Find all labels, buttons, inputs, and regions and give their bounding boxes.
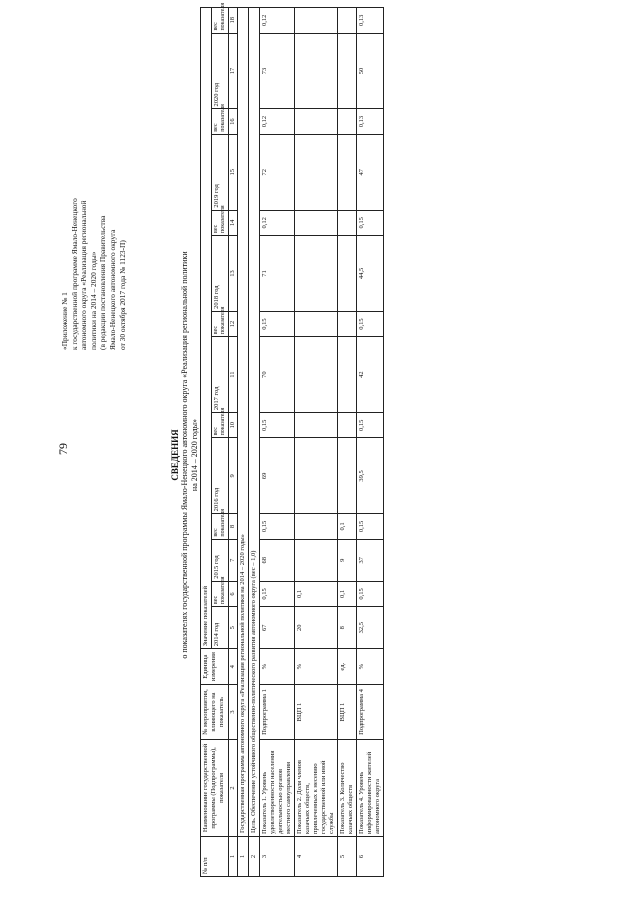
- weight-cell: 0,12: [260, 109, 295, 134]
- value-cell: 72: [260, 134, 295, 210]
- table-row: [338, 8, 357, 877]
- value-cell: [295, 337, 338, 413]
- value-cell: [295, 134, 338, 210]
- row-number: 2: [249, 836, 260, 876]
- column-index: 10: [229, 413, 238, 438]
- col-unit-header: Единица измерения: [201, 649, 229, 685]
- value-cell: 39,5: [357, 438, 384, 514]
- annex-line: автономного округа «Реализация региональной: [79, 200, 89, 350]
- column-index: 14: [229, 210, 238, 235]
- column-index: 15: [229, 134, 238, 210]
- weight-cell: [338, 210, 357, 235]
- annex-line: к государственной программе Ямало-Ненецкого: [69, 198, 79, 350]
- year-header: 2014 год: [212, 607, 229, 649]
- column-index: 3: [229, 685, 238, 740]
- value-cell: 37: [357, 539, 384, 581]
- heading-line: о показателях государственной программы Ямало-Ненецкого автономного округа «Реализация региональной политики: [180, 251, 189, 659]
- value-cell: 20: [295, 607, 338, 649]
- annex-line: «Приложение № 1: [60, 292, 69, 350]
- section-row: [249, 8, 260, 877]
- row-number: 1: [238, 836, 249, 876]
- table-row: [357, 8, 384, 877]
- weight-cell: 0,1: [295, 581, 338, 606]
- value-cell: 67: [260, 607, 295, 649]
- weight-header: вес показателя: [212, 109, 229, 134]
- section-title: Цель. Обеспечение устойчивого общественно-политического развития автономного округа (вес – 1,0): [249, 8, 260, 837]
- column-index: 12: [229, 311, 238, 336]
- weight-header: вес показателя: [212, 210, 229, 235]
- annex-note: [60, 150, 127, 350]
- measure-cell: Подпрограмма 4: [357, 685, 384, 740]
- year-header: 2018 год: [212, 235, 229, 311]
- weight-cell: 0,1: [338, 581, 357, 606]
- weight-cell: 0,15: [260, 514, 295, 539]
- section-row: [238, 8, 249, 877]
- unit-cell: %: [357, 649, 384, 685]
- year-header: 2016 год: [212, 438, 229, 514]
- weight-header: вес показателя: [212, 514, 229, 539]
- value-cell: 32,5: [357, 607, 384, 649]
- column-index-row: [229, 8, 238, 877]
- value-cell: 9: [338, 539, 357, 581]
- col-measure-header: № мероприятия, влияющего на показатель: [201, 685, 229, 740]
- unit-cell: ед.: [338, 649, 357, 685]
- row-number: 4: [295, 836, 338, 876]
- year-header: 2017 год: [212, 337, 229, 413]
- weight-cell: 0,15: [357, 413, 384, 438]
- row-number: 5: [338, 836, 357, 876]
- weight-cell: 0,13: [357, 109, 384, 134]
- column-index: 9: [229, 438, 238, 514]
- weight-cell: [295, 8, 338, 34]
- column-index: 1: [229, 836, 238, 876]
- value-cell: [295, 235, 338, 311]
- column-index: 7: [229, 539, 238, 581]
- column-index: 2: [229, 739, 238, 836]
- page-number: 79: [56, 443, 70, 455]
- weight-header: вес показателя: [212, 581, 229, 606]
- value-cell: 69: [260, 438, 295, 514]
- indicator-name: Показатель 2. Доля членов казачьих обществ, привлеченных к несению государственной или иной службы: [295, 739, 338, 836]
- weight-cell: [338, 413, 357, 438]
- column-index: 11: [229, 337, 238, 413]
- unit-cell: %: [260, 649, 295, 685]
- value-cell: 42: [357, 337, 384, 413]
- annex-line: от 30 октября 2017 года № 1123-П): [117, 240, 127, 350]
- value-cell: [295, 33, 338, 109]
- table-body: [229, 8, 384, 877]
- value-cell: [295, 539, 338, 581]
- value-cell: 73: [260, 33, 295, 109]
- col-num-header: № п/п: [201, 836, 229, 876]
- value-cell: [338, 33, 357, 109]
- weight-cell: 0,15: [357, 311, 384, 336]
- weight-cell: [295, 210, 338, 235]
- heading-title: СВЕДЕНИЯ: [170, 429, 180, 481]
- weight-header: вес показателя: [212, 8, 229, 34]
- column-index: 5: [229, 607, 238, 649]
- weight-cell: [338, 109, 357, 134]
- table-row: [295, 8, 338, 877]
- annex-line: политики на 2014 – 2020 годы»: [88, 251, 98, 350]
- column-index: 18: [229, 8, 238, 34]
- weight-cell: 0,15: [260, 311, 295, 336]
- header-row: [201, 8, 212, 877]
- measure-cell: Подпрограмма 1: [260, 685, 295, 740]
- value-cell: 70: [260, 337, 295, 413]
- unit-cell: %: [295, 649, 338, 685]
- column-index: 8: [229, 514, 238, 539]
- weight-cell: 0,15: [357, 210, 384, 235]
- weight-cell: [338, 8, 357, 34]
- weight-cell: [295, 311, 338, 336]
- row-number: 6: [357, 836, 384, 876]
- weight-cell: [295, 109, 338, 134]
- table-row: [260, 8, 295, 877]
- weight-cell: [338, 311, 357, 336]
- year-header: 2015 год: [212, 539, 229, 581]
- column-index: 6: [229, 581, 238, 606]
- value-cell: [295, 438, 338, 514]
- indicator-name: Показатель 3. Количество казачьих обществ: [338, 739, 357, 836]
- value-cell: 71: [260, 235, 295, 311]
- value-cell: [338, 134, 357, 210]
- section-title: Государственная программа автономного округа «Реализация региональной политики на 2014 – 2020 годы»: [238, 8, 249, 837]
- row-number: 3: [260, 836, 295, 876]
- year-header: 2019 год: [212, 134, 229, 210]
- weight-cell: 0,15: [357, 514, 384, 539]
- weight-cell: 0,15: [260, 581, 295, 606]
- weight-cell: [295, 514, 338, 539]
- weight-header: вес показателя: [212, 413, 229, 438]
- col-name-header: Наименование государственной программы (Подпрограммы), показателя: [201, 739, 229, 836]
- column-index: 17: [229, 33, 238, 109]
- values-group-header: Значение показателей: [201, 8, 212, 649]
- annex-line: (в редакции постановления Правительства: [98, 215, 108, 350]
- weight-cell: 0,13: [357, 8, 384, 34]
- weight-cell: 0,1: [338, 514, 357, 539]
- weight-cell: 0,15: [357, 581, 384, 606]
- annex-line: Ямало-Ненецкого автономного округа: [107, 229, 117, 350]
- value-cell: 68: [260, 539, 295, 581]
- heading-line: на 2014 – 2020 годы»: [190, 418, 199, 492]
- weight-header: вес показателя: [212, 311, 229, 336]
- value-cell: [338, 337, 357, 413]
- indicator-name: Показатель 1. Уровень удовлетворенности населения деятельностью органов местного самоуправления: [260, 739, 295, 836]
- weight-cell: [295, 413, 338, 438]
- value-cell: 44,5: [357, 235, 384, 311]
- value-cell: 50: [357, 33, 384, 109]
- weight-cell: 0,15: [260, 413, 295, 438]
- value-cell: 47: [357, 134, 384, 210]
- column-index: 13: [229, 235, 238, 311]
- measure-cell: ВЦП 1: [338, 685, 357, 740]
- document-heading: [170, 115, 200, 795]
- indicators-table: [200, 2, 384, 877]
- column-index: 4: [229, 649, 238, 685]
- weight-cell: 0,12: [260, 8, 295, 34]
- value-cell: [338, 235, 357, 311]
- year-header: 2020 год: [212, 33, 229, 109]
- value-cell: 8: [338, 607, 357, 649]
- measure-cell: ВЦП 1: [295, 685, 338, 740]
- weight-cell: 0,12: [260, 210, 295, 235]
- value-cell: [338, 438, 357, 514]
- column-index: 16: [229, 109, 238, 134]
- indicator-name: Показатель 4. Уровень информированности жителей автономного округа: [357, 739, 384, 836]
